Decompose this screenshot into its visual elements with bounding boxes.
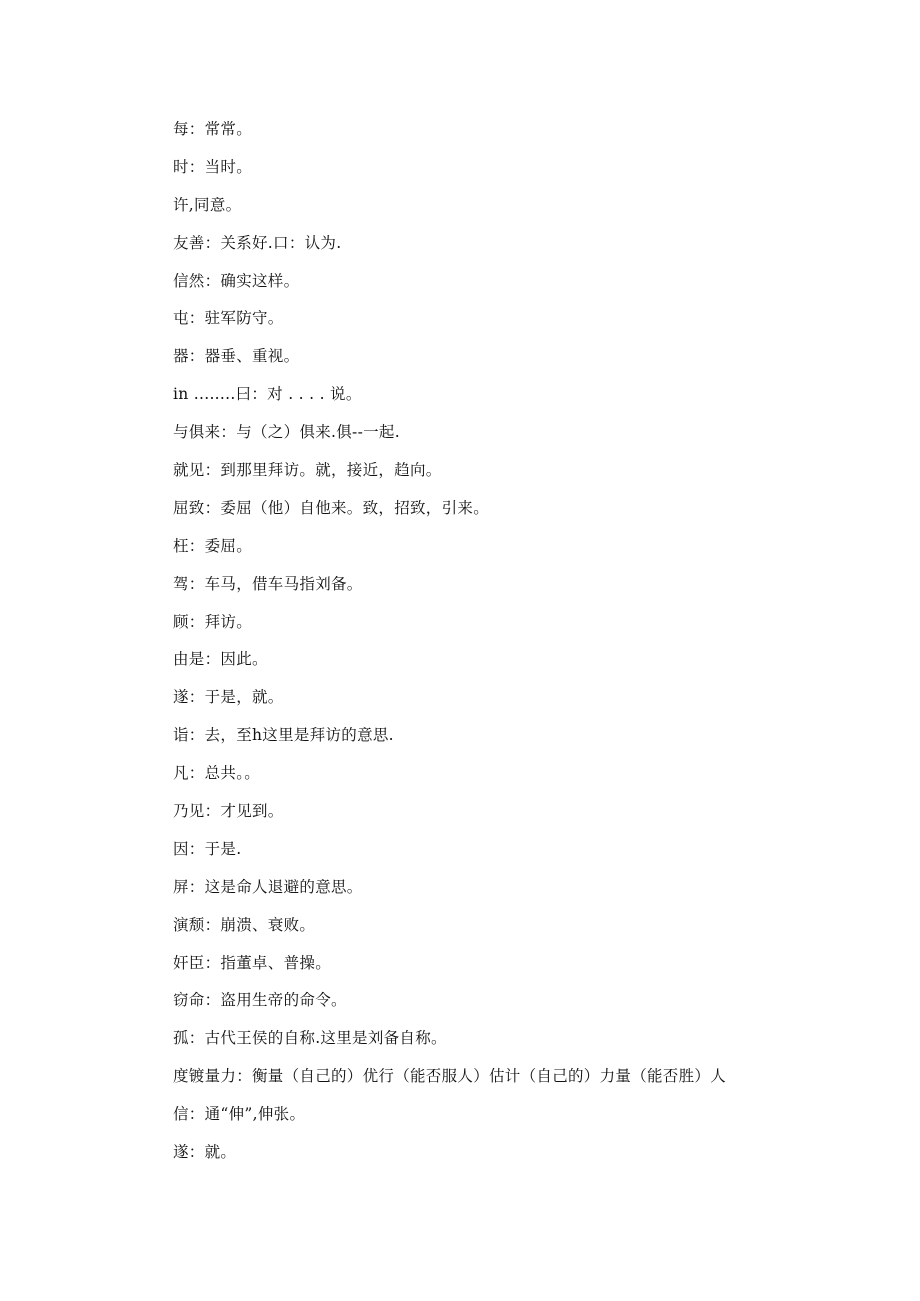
annotation-line-19: 乃见：才见到。 xyxy=(173,802,284,821)
annotation-line-2: 时：当时。 xyxy=(173,157,253,176)
annotation-line-23: 奸臣：指董卓、普操。 xyxy=(173,953,332,972)
annotation-line-25: 孤：古代王侯的自称.这里是刘备自称。 xyxy=(173,1029,447,1048)
annotation-line-20: 因：于是. xyxy=(173,839,242,858)
annotation-line-4: 友善：关系好.口：认为. xyxy=(173,233,342,252)
annotation-line-28: 遂：就。 xyxy=(173,1143,237,1162)
annotation-line-7: 器：器垂、重视。 xyxy=(173,347,300,366)
annotation-line-27: 信：通“伸”,伸张。 xyxy=(173,1105,306,1124)
annotation-line-12: 枉：委屈。 xyxy=(173,536,253,555)
annotation-line-6: 屯：驻军防守。 xyxy=(173,309,284,328)
annotation-line-13: 驾：车马，借车马指刘备。 xyxy=(173,574,363,593)
annotation-line-17: 诣：去，至h这里是拜访的意思. xyxy=(173,726,394,745)
annotation-line-26: 度镀量力：衡量（自己的）优行（能否服人）估计（自己的）力量（能否胜）人 xyxy=(173,1067,727,1086)
annotation-line-9: 与俱来：与（之）俱来.俱--一起. xyxy=(173,423,400,442)
annotation-line-22: 演颓：崩溃、衰败。 xyxy=(173,915,316,934)
annotation-line-3: 许,同意。 xyxy=(173,195,242,214)
annotation-line-24: 窃命：盗用生帝的命令。 xyxy=(173,991,347,1010)
annotation-line-1: 每：常常。 xyxy=(173,120,253,138)
annotation-line-14: 顾：拜访。 xyxy=(173,612,253,631)
annotation-line-10: 就见：到那里拜访。就，接近，趋向。 xyxy=(173,461,442,480)
annotation-line-5: 信然：确实这样。 xyxy=(173,271,300,290)
annotation-list xyxy=(173,114,853,1175)
annotation-line-16: 遂：于是，就。 xyxy=(173,688,284,707)
annotation-line-15: 由是：因此。 xyxy=(173,650,268,669)
annotation-line-18: 凡：总共。。 xyxy=(173,764,261,783)
annotation-line-11: 屈致：委屈（他）自他来。致，招致，引来。 xyxy=(173,498,490,517)
annotation-line-21: 屏：这是命人退避的意思。 xyxy=(173,877,363,896)
annotation-line-8: in ........曰：对 . . . . 说。 xyxy=(173,385,362,404)
